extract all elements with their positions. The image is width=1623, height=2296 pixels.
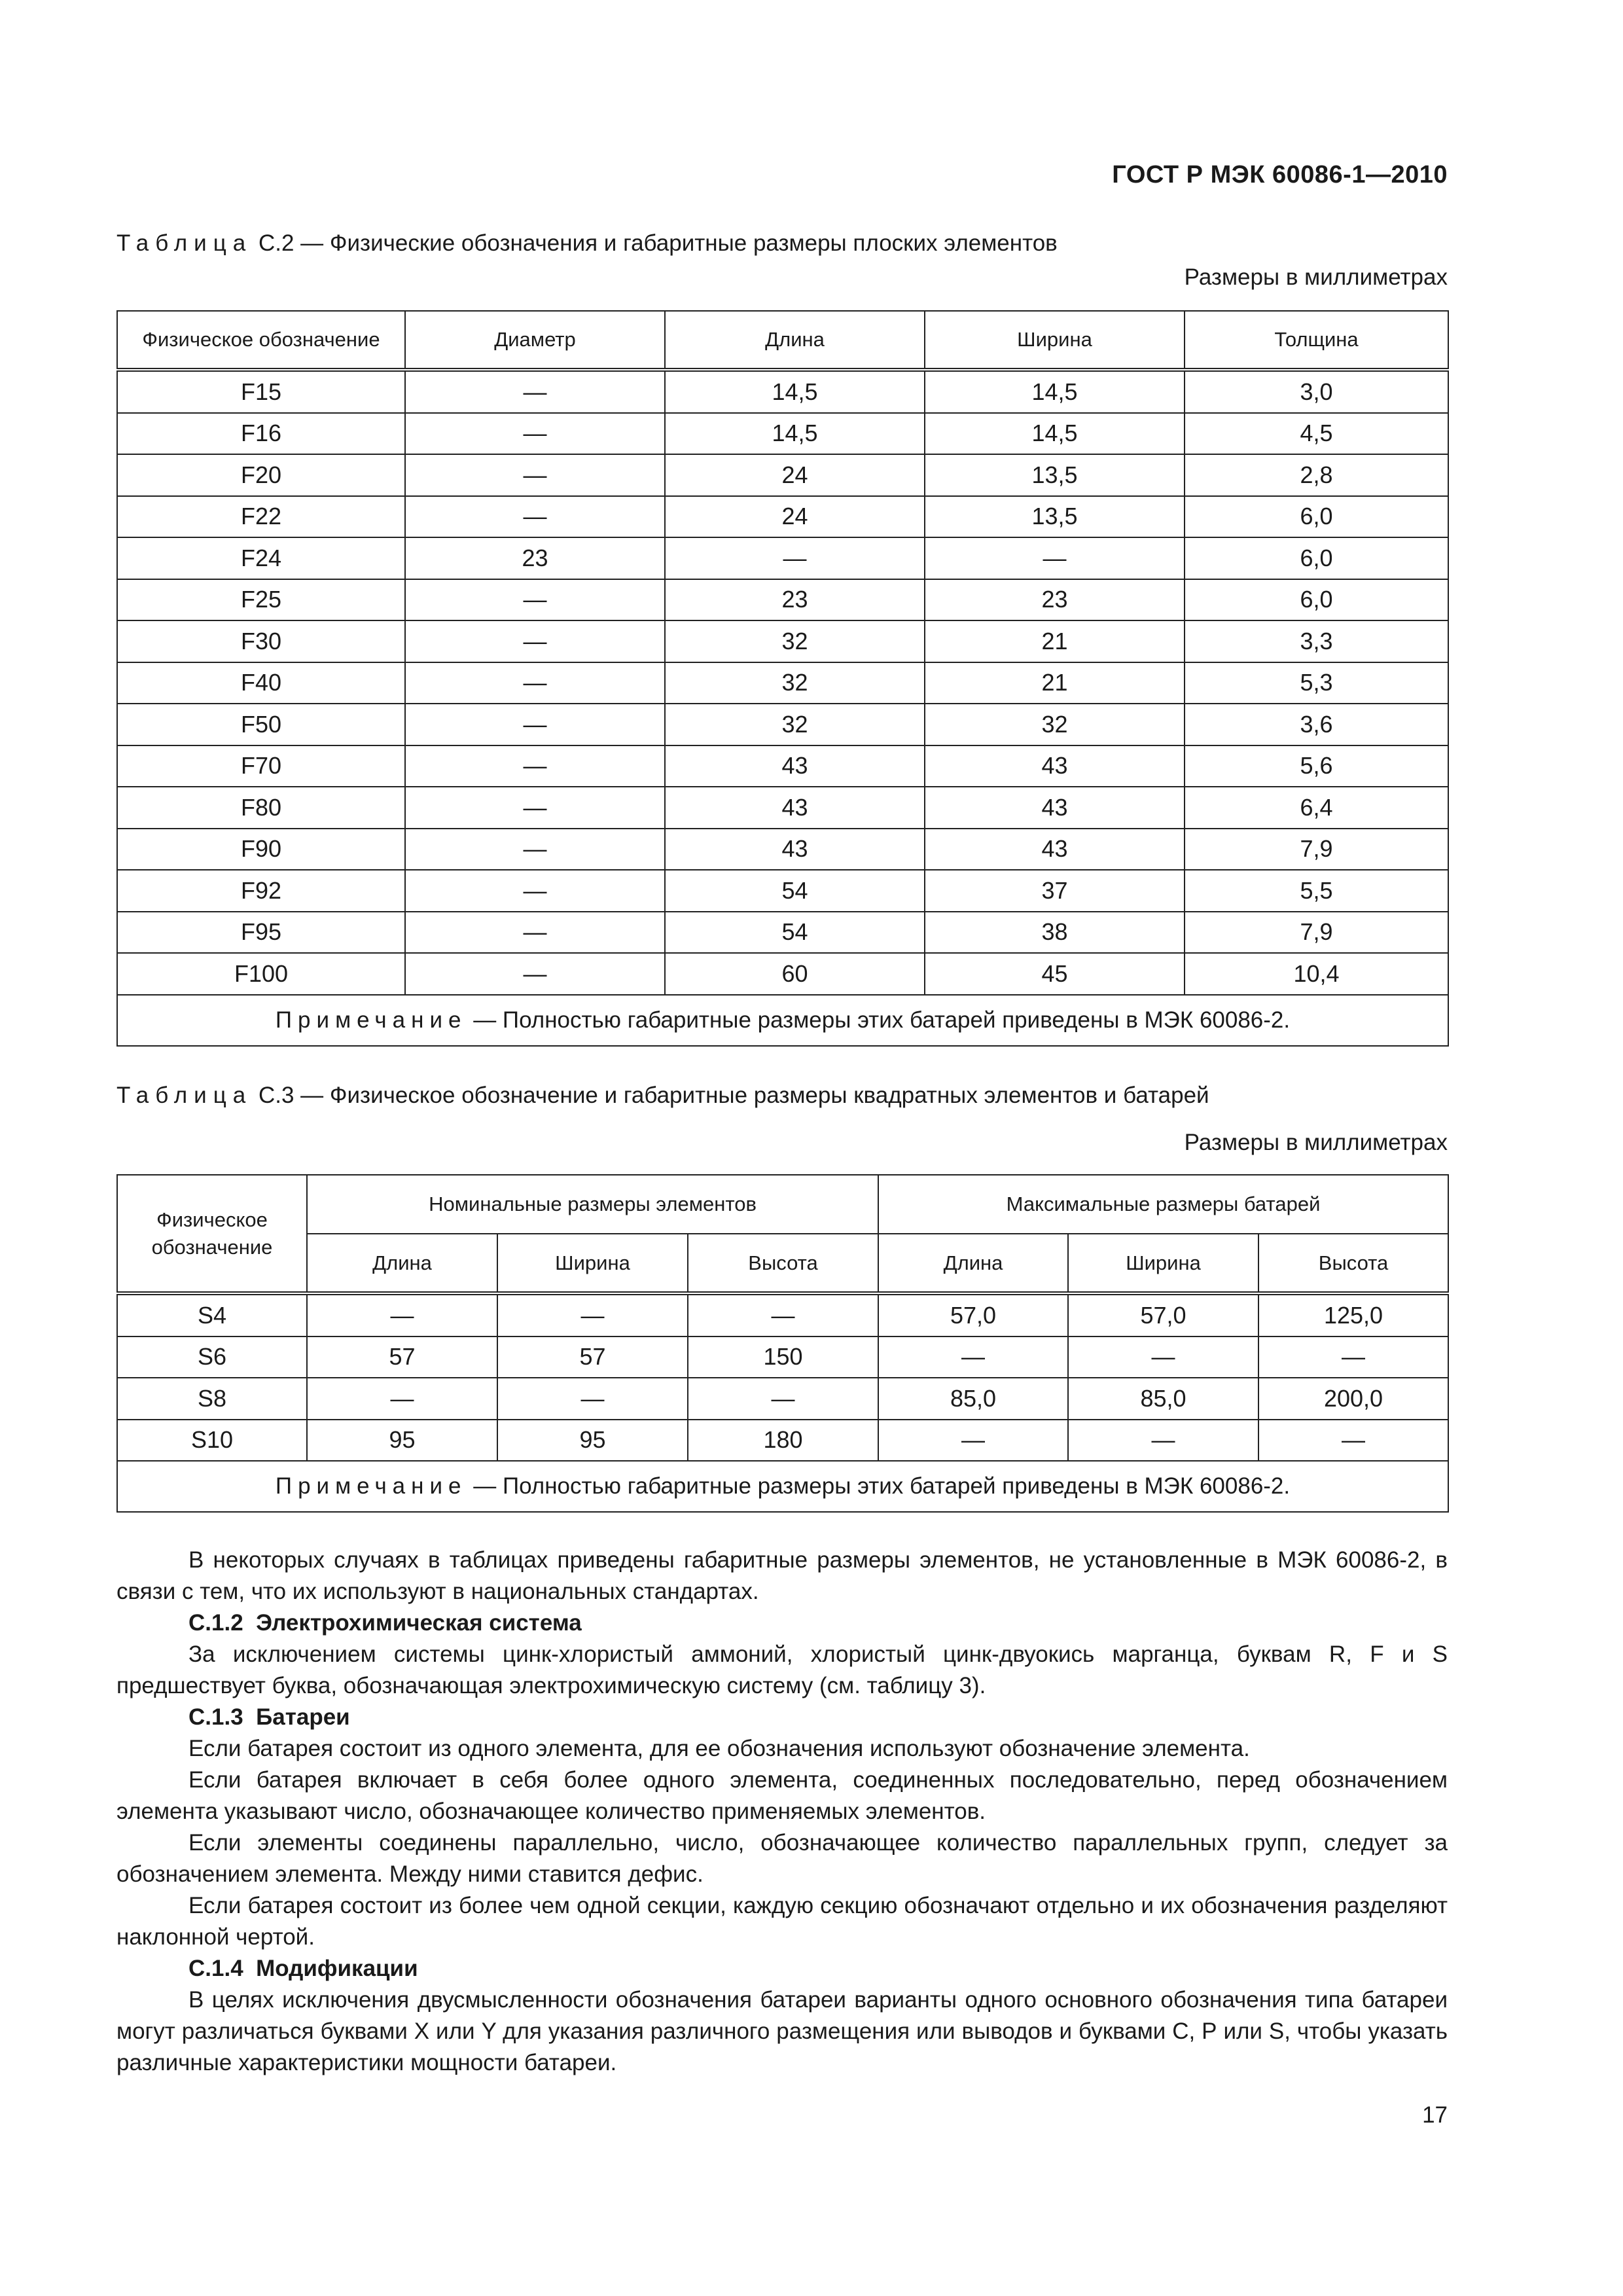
table-cell: F16: [117, 413, 405, 455]
table-cell: —: [688, 1378, 878, 1420]
column-header: Диаметр: [405, 311, 665, 370]
column-header: Длина: [878, 1234, 1068, 1293]
column-group-max: Максимальные размеры батарей: [878, 1175, 1448, 1234]
table-row: [117, 912, 1448, 954]
table-cell: F24: [117, 537, 405, 579]
table-c3-units: Размеры в миллиметрах: [1184, 1130, 1448, 1155]
table-cell: 43: [925, 745, 1185, 787]
table-row: [117, 537, 1448, 579]
table-cell: 32: [665, 620, 925, 662]
table-cell: —: [405, 454, 665, 496]
table-cell: 14,5: [665, 413, 925, 455]
table-c2-note: [117, 995, 1448, 1046]
table-cell: 85,0: [1068, 1378, 1258, 1420]
page-number: 17: [1422, 2102, 1448, 2128]
table-cell: —: [405, 953, 665, 995]
table-cell: 5,6: [1185, 745, 1448, 787]
section-heading-c13: [116, 1702, 1448, 1733]
table-row: [117, 370, 1448, 413]
table-cell: 60: [665, 953, 925, 995]
table-row: [117, 454, 1448, 496]
table-row: [117, 829, 1448, 870]
table-cell: 57,0: [1068, 1293, 1258, 1336]
table-c3-header-row-1: [117, 1175, 1448, 1234]
table-cell: —: [878, 1336, 1068, 1378]
table-cell: S8: [117, 1378, 307, 1420]
table-cell: 13,5: [925, 496, 1185, 538]
column-header: Ширина: [925, 311, 1185, 370]
table-row: [117, 496, 1448, 538]
table-cell: 95: [497, 1420, 688, 1462]
table-cell: S10: [117, 1420, 307, 1462]
column-header: Толщина: [1185, 311, 1448, 370]
table-cell: 43: [665, 787, 925, 829]
table-cell: 125,0: [1258, 1293, 1448, 1336]
table-cell: 54: [665, 870, 925, 912]
paragraph: Если батарея включает в себя более одного элемента, соединенных последовательно, перед обозначением элемента указывают число, обозначающее количество применяемых элементов.: [116, 1767, 1448, 1824]
table-cell: 7,9: [1185, 829, 1448, 870]
table-cell: 43: [925, 787, 1185, 829]
table-cell: —: [497, 1293, 688, 1336]
table-cell: —: [878, 1420, 1068, 1462]
section-number: С.1.2: [188, 1610, 243, 1636]
table-cell: 10,4: [1185, 953, 1448, 995]
section-number: С.1.3: [188, 1704, 243, 1730]
table-cell: 200,0: [1258, 1378, 1448, 1420]
table-cell: —: [307, 1378, 497, 1420]
table-cell: F25: [117, 579, 405, 621]
table-c3: [116, 1174, 1449, 1513]
table-cell: 21: [925, 620, 1185, 662]
table-cell: F100: [117, 953, 405, 995]
table-row: [117, 787, 1448, 829]
note-word: Примечание: [275, 1473, 467, 1499]
table-cell: 6,0: [1185, 496, 1448, 538]
table-cell: —: [665, 537, 925, 579]
table-cell: 23: [405, 537, 665, 579]
table-cell: —: [405, 829, 665, 870]
table-row: [117, 704, 1448, 745]
column-header: Ширина: [497, 1234, 688, 1293]
table-cell: 150: [688, 1336, 878, 1378]
table-cell: —: [925, 537, 1185, 579]
table-cell: S4: [117, 1293, 307, 1336]
table-cell: 2,8: [1185, 454, 1448, 496]
table-cell: 95: [307, 1420, 497, 1462]
standard-header: ГОСТ Р МЭК 60086-1—2010: [1112, 161, 1448, 188]
table-cell: 85,0: [878, 1378, 1068, 1420]
table-cell: 6,0: [1185, 579, 1448, 621]
section-heading-c12: [116, 1607, 1448, 1639]
section-title: Модификации: [256, 1956, 418, 1981]
table-cell: 3,6: [1185, 704, 1448, 745]
table-cell: —: [405, 704, 665, 745]
table-cell: —: [1258, 1420, 1448, 1462]
body-text: [116, 1545, 1448, 2079]
section-title: Батареи: [256, 1704, 350, 1730]
table-cell: 24: [665, 454, 925, 496]
column-header: Ширина: [1068, 1234, 1258, 1293]
paragraph: В некоторых случаях в таблицах приведены габаритные размеры элементов, не установленные в МЭК 60086-2, в связи с тем, что их используют в национальных стандартах.: [116, 1547, 1448, 1604]
table-cell: 57: [307, 1336, 497, 1378]
table-cell: 57,0: [878, 1293, 1068, 1336]
table-cell: —: [405, 370, 665, 413]
table-cell: —: [405, 413, 665, 455]
table-cell: 4,5: [1185, 413, 1448, 455]
table-cell: —: [497, 1378, 688, 1420]
table-cell: —: [405, 787, 665, 829]
table-cell: F80: [117, 787, 405, 829]
table-cell: F20: [117, 454, 405, 496]
section-number: С.1.4: [188, 1956, 243, 1981]
table-cell: 180: [688, 1420, 878, 1462]
table-cell: —: [405, 912, 665, 954]
table-cell: 24: [665, 496, 925, 538]
table-cell: 54: [665, 912, 925, 954]
column-header: Высота: [688, 1234, 878, 1293]
column-group-nominal: Номинальные размеры элементов: [307, 1175, 878, 1234]
paragraph: В целях исключения двусмысленности обозначения батареи варианты одного основного обозначения типа батареи могут различаться буквами X или Y для указания различного размещения или выводов и буквами С, Р или S, чтобы указать различные характеристики мощности батареи.: [116, 1987, 1448, 2075]
table-cell: —: [405, 870, 665, 912]
table-cell: 43: [665, 829, 925, 870]
table-cell: —: [1258, 1336, 1448, 1378]
table-cell: 43: [925, 829, 1185, 870]
table-cell: —: [405, 662, 665, 704]
paragraph: За исключением системы цинк-хлористый аммоний, хлористый цинк-двуокись марганца, буквам R, F и S предшествует буква, обозначающая электрохимическую систему (см. таблицу 3).: [116, 1641, 1448, 1698]
table-row: [117, 745, 1448, 787]
table-row: [117, 1293, 1448, 1336]
section-title: Электрохимическая система: [256, 1610, 582, 1636]
paragraph: Если батарея состоит из более чем одной секции, каждую секцию обозначают отдельно и их обозначения разделяют наклонной чертой.: [116, 1893, 1448, 1950]
table-cell: F50: [117, 704, 405, 745]
table-cell: 3,0: [1185, 370, 1448, 413]
note-text: — Полностью габаритные размеры этих батарей приведены в МЭК 60086-2.: [467, 1007, 1291, 1033]
table-cell: 14,5: [925, 413, 1185, 455]
table-cell: 21: [925, 662, 1185, 704]
table-cell: F30: [117, 620, 405, 662]
table-row: [117, 1378, 1448, 1420]
table-row: [117, 1336, 1448, 1378]
table-c3-note: [117, 1461, 1448, 1512]
table-c3-caption-word: Таблица: [116, 1083, 253, 1108]
table-cell: 6,0: [1185, 537, 1448, 579]
table-cell: F15: [117, 370, 405, 413]
table-cell: 7,9: [1185, 912, 1448, 954]
table-cell: 45: [925, 953, 1185, 995]
table-row: [117, 870, 1448, 912]
table-c3-caption-text: С.3 — Физическое обозначение и габаритные размеры квадратных элементов и батарей: [252, 1083, 1209, 1108]
table-cell: 3,3: [1185, 620, 1448, 662]
table-cell: 14,5: [925, 370, 1185, 413]
table-cell: —: [1068, 1336, 1258, 1378]
table-cell: F92: [117, 870, 405, 912]
table-c3-caption: [116, 1083, 1209, 1109]
section-heading-c14: [116, 1953, 1448, 1984]
column-header: Длина: [665, 311, 925, 370]
note-word: Примечание: [275, 1007, 467, 1033]
table-c2-caption: [116, 230, 1058, 257]
column-header-designation: Физическое обозначение: [117, 1175, 307, 1293]
table-cell: 43: [665, 745, 925, 787]
table-cell: —: [1068, 1420, 1258, 1462]
table-cell: —: [405, 579, 665, 621]
table-cell: F22: [117, 496, 405, 538]
table-row: [117, 579, 1448, 621]
table-cell: F90: [117, 829, 405, 870]
table-cell: F70: [117, 745, 405, 787]
table-cell: 37: [925, 870, 1185, 912]
table-cell: 23: [925, 579, 1185, 621]
table-row: [117, 413, 1448, 455]
table-cell: 57: [497, 1336, 688, 1378]
table-cell: 6,4: [1185, 787, 1448, 829]
table-row: [117, 662, 1448, 704]
table-c2-note-row: [117, 995, 1448, 1046]
table-cell: S6: [117, 1336, 307, 1378]
column-header: Высота: [1258, 1234, 1448, 1293]
table-cell: 38: [925, 912, 1185, 954]
table-c2-header-row: [117, 311, 1448, 370]
table-cell: —: [405, 620, 665, 662]
table-c2-units: Размеры в миллиметрах: [1184, 264, 1448, 290]
table-cell: 32: [925, 704, 1185, 745]
paragraph: Если элементы соединены параллельно, число, обозначающее количество параллельных групп, следует за обозначением элемента. Между ними ставится дефис.: [116, 1830, 1448, 1887]
table-c2-caption-text: С.2 — Физические обозначения и габаритные размеры плоских элементов: [252, 230, 1058, 256]
table-c2-caption-word: Таблица: [116, 230, 253, 256]
table-cell: —: [688, 1293, 878, 1336]
table-cell: —: [405, 496, 665, 538]
table-row: [117, 1420, 1448, 1462]
table-cell: 14,5: [665, 370, 925, 413]
note-text: — Полностью габаритные размеры этих батарей приведены в МЭК 60086-2.: [467, 1473, 1291, 1499]
table-cell: —: [307, 1293, 497, 1336]
table-cell: 32: [665, 704, 925, 745]
table-c3-header-row-2: [117, 1234, 1448, 1293]
table-cell: 13,5: [925, 454, 1185, 496]
table-cell: F95: [117, 912, 405, 954]
column-header: Длина: [307, 1234, 497, 1293]
table-cell: —: [405, 745, 665, 787]
table-cell: 5,3: [1185, 662, 1448, 704]
table-c3-note-row: [117, 1461, 1448, 1512]
table-row: [117, 953, 1448, 995]
table-cell: 32: [665, 662, 925, 704]
table-row: [117, 620, 1448, 662]
table-c2: [116, 310, 1449, 1047]
column-header: Физическое обозначение: [117, 311, 405, 370]
table-cell: F40: [117, 662, 405, 704]
table-cell: 5,5: [1185, 870, 1448, 912]
paragraph: Если батарея состоит из одного элемента, для ее обозначения используют обозначение элемента.: [188, 1736, 1250, 1761]
table-cell: 23: [665, 579, 925, 621]
